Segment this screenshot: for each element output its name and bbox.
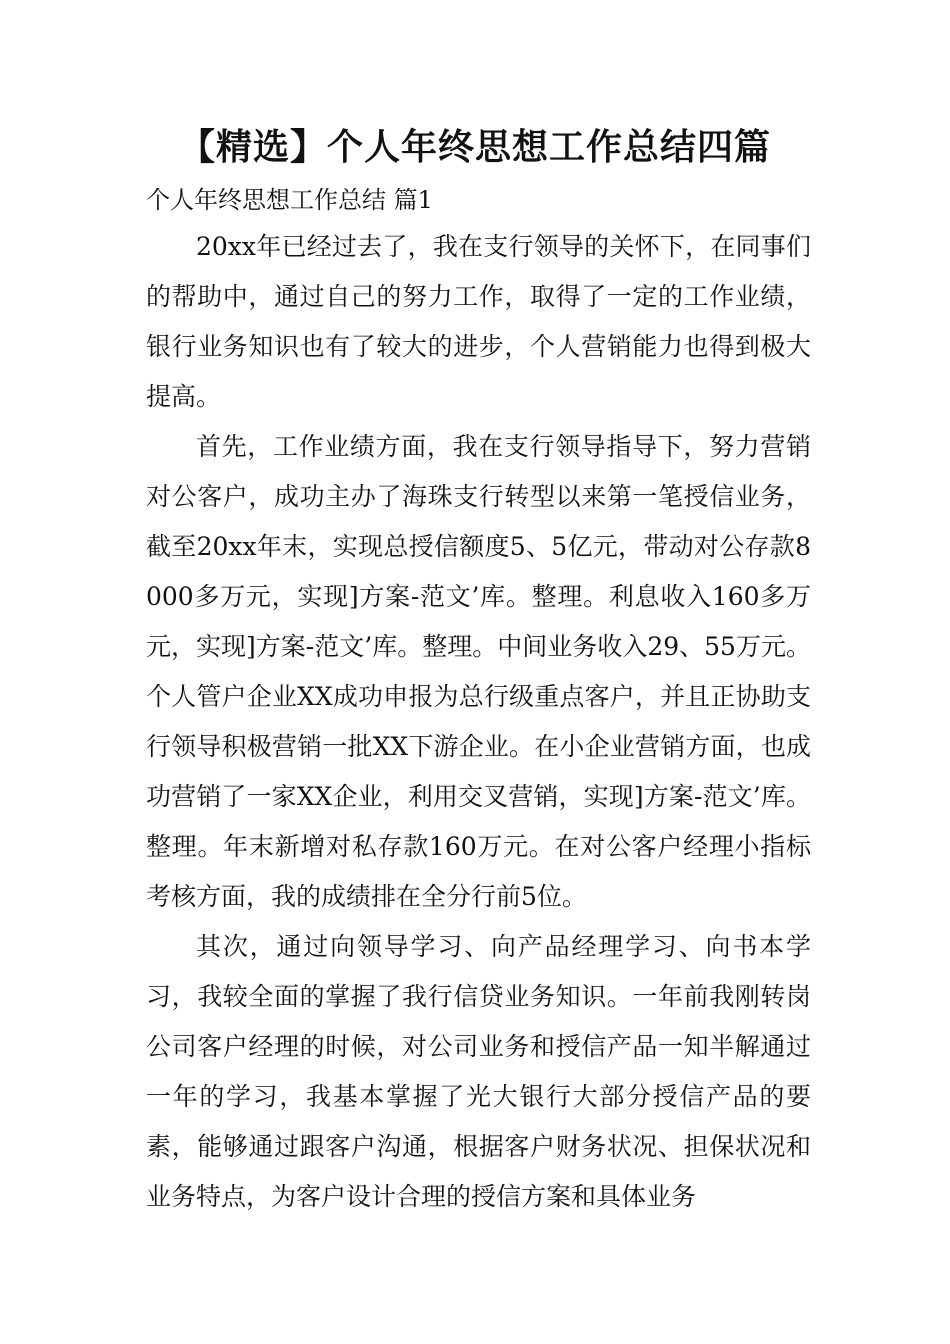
document-body <box>146 222 811 1222</box>
paragraph-2: 首先，工作业绩方面，我在支行领导指导下，努力营销对公客户，成功主办了海珠支行转型以来第一笔授信业务，截至20xx年末，实现总授信额度5、5亿元，带动对公存款8000多万元，实现]方案-范文’库。整理。利息收入160多万元，实现]方案-范文’库。整理。中间业务收入29、55万元。个人管户企业XX成功申报为总行级重点客户，并且正协助支行领导积极营销一批XX下游企业。在小企业营销方面，也成功营销了一家XX企业，利用交叉营销，实现]方案-范文’库。整理。年末新增对私存款160万元。在对公客户经理小指标考核方面，我的成绩排在全分行前5位。 <box>146 432 811 911</box>
document-title: 【精选】个人年终思想工作总结四篇 <box>178 127 771 168</box>
section-heading: 个人年终思想工作总结 篇1 <box>146 186 433 214</box>
paragraph-1: 20xx年已经过去了，我在支行领导的关怀下，在同事们的帮助中，通过自己的努力工作，取得了一定的工作业绩，银行业务知识也有了较大的进步，个人营销能力也得到极大提高。 <box>146 232 811 411</box>
paragraph-3: 其次，通过向领导学习、向产品经理学习、向书本学习，我较全面的掌握了我行信贷业务知识。一年前我刚转岗公司客户经理的时候，对公司业务和授信产品一知半解通过一年的学习，我基本掌握了光大银行大部分授信产品的要素，能够通过跟客户沟通，根据客户财务状况、担保状况和业务特点，为客户设计合理的授信方案和具体业务 <box>146 932 811 1211</box>
